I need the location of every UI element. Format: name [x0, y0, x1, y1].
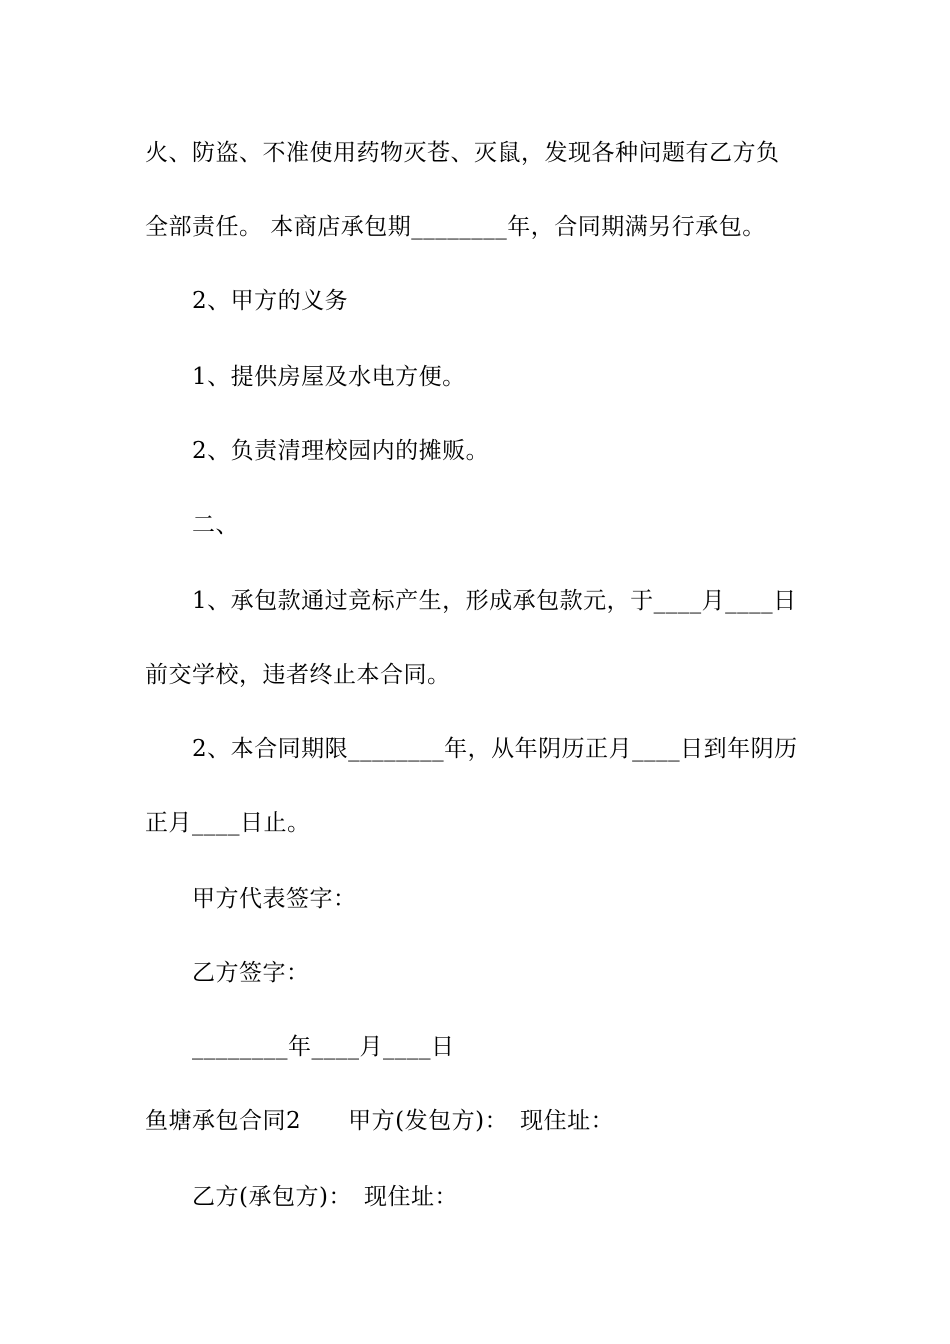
- list-item: 1、提供房屋及水电方便。: [192, 364, 466, 390]
- list-item: 1、承包款通过竞标产生，形成承包款元，于____月____日: [192, 588, 797, 614]
- section-heading: 二、: [192, 512, 239, 538]
- paragraph-line: 火、防盗、不准使用药物灭苍、灭鼠，发现各种问题有乙方负: [145, 140, 780, 166]
- paragraph-line: 正月____日止。: [145, 810, 311, 836]
- list-item: 2、负责清理校园内的摊贩。: [192, 438, 490, 464]
- paragraph-line: 前交学校，违者终止本合同。: [145, 662, 451, 688]
- contract-title-line: 鱼塘承包合同2 甲方(发包方)： 现住址：: [145, 1108, 615, 1134]
- date-line: ________年____月____日: [192, 1034, 455, 1060]
- party-b-line: 乙方(承包方)： 现住址：: [192, 1184, 458, 1210]
- paragraph-line: 全部责任。 本商店承包期________年，合同期满另行承包。: [145, 214, 766, 240]
- list-item: 2、本合同期限________年，从年阴历正月____日到年阴历: [192, 736, 798, 762]
- signature-label-party-a: 甲方代表签字：: [192, 886, 357, 912]
- section-heading: 2、甲方的义务: [192, 288, 349, 314]
- signature-label-party-b: 乙方签字：: [192, 960, 310, 986]
